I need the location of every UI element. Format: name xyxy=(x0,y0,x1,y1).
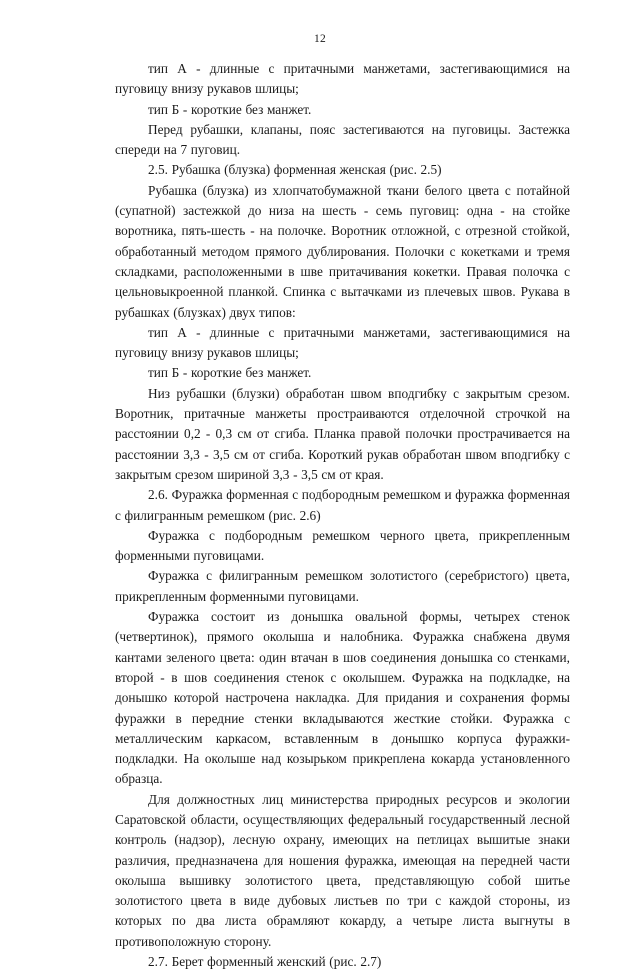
paragraph-cap-filigree-strap: Фуражка с филигранным ремешком золотистого (серебристого) цвета, прикрепленным форменными пуговицами. xyxy=(115,568,570,604)
paragraph-type-a-sleeves: тип А - длинные с притачными манжетами, застегивающимися на пуговицу внизу рукавов шлицы; xyxy=(115,61,570,97)
paragraph-cap-construction: Фуражка состоит из донышка овальной формы, четырех стенок (четвертинок), прямого околыша и налобника. Фуражка снабжена двумя кантами зеленого цвета: один втачан в шов соединения донышка со стенками, второй - в шов соединения стенок с околышем. Фуражка на подкладке, на донышко которой настрочена накладка. Для придания и сохранения формы фуражки в передние стенки вкладываются жесткие стойки. Фуражка с металлическим каркасом, вставленным в донышко корпуса фуражки-подкладки. На околыше над козырьком прикреплена кокарда установленного образца. xyxy=(115,609,570,787)
paragraph-blouse-type-b: тип Б - короткие без манжет. xyxy=(148,365,312,381)
page-number: 12 xyxy=(314,33,326,45)
paragraph-shirt-fastening: Перед рубашки, клапаны, пояс застегиваются на пуговицы. Застежка спереди на 7 пуговиц. xyxy=(115,121,570,158)
paragraph-blouse-type-a: тип А - длинные с притачными манжетами, застегивающимися на пуговицу внизу рукавов шлицы; xyxy=(115,324,570,361)
paragraph-blouse-description: Рубашка (блузка) из хлопчатобумажной ткани белого цвета с потайной (супатной) застежкой до низа на шесть - семь пуговиц: одна - на стойке воротника, пять-шесть - на полочке. Воротник отложной, с отрезной стойкой, обработанный методом прямого дублирования. Полочки с кокетками и тремя складками, расположенными в шве притачивания кокетки. Правая полочка с цельновыкроенной планкой. Спинка с вытачками из плечевых швов. Рукава в рубашках (блузках) двух типов: xyxy=(115,182,570,320)
paragraph-cap-chin-strap: Фуражка с подбородным ремешком черного цвета, прикрепленным форменными пуговицами. xyxy=(115,527,570,564)
paragraph-type-b-sleeves: тип Б - короткие без манжет. xyxy=(148,101,312,117)
paragraph-officials-cap: Для должностных лиц министерства природных ресурсов и экологии Саратовской области, осуществляющих федеральный государственный лесной контроль (надзор), лесную охрану, имеющих на петлицах вышитые знаки различия, предназначена для ношения фуражка, имеющая на передней части околыша вышивку золотистого цвета, представляющую собой шитье золотистого цвета в виде дубовых листьев по три с каждой стороны, из которых по два листа обрамляют кокарду, а четыре листа выгнуты в противоположную сторону. xyxy=(115,791,570,949)
section-heading-2-6: 2.6. Фуражка форменная с подбородным ремешком и фуражка форменная с филигранным ремешком (рис. 2.6) xyxy=(115,487,570,523)
paragraph-blouse-hem: Низ рубашки (блузки) обработан швом вподгибку с закрытым срезом. Воротник, притачные манжеты простраиваются отделочной строчкой на расстоянии 0,2 - 0,3 см от сгиба. Планка правой полочки прострачивается на расстоянии 3,3 - 3,5 см от сгиба. Короткий рукав обработан швом вподгибку с закрытым срезом шириной 3,3 - 3,5 см от края. xyxy=(115,385,570,482)
section-heading-2-5: 2.5. Рубашка (блузка) форменная женская (рис. 2.5) xyxy=(148,162,442,178)
document-body xyxy=(115,59,570,972)
section-heading-2-7: 2.7. Берет форменный женский (рис. 2.7) xyxy=(148,954,382,970)
